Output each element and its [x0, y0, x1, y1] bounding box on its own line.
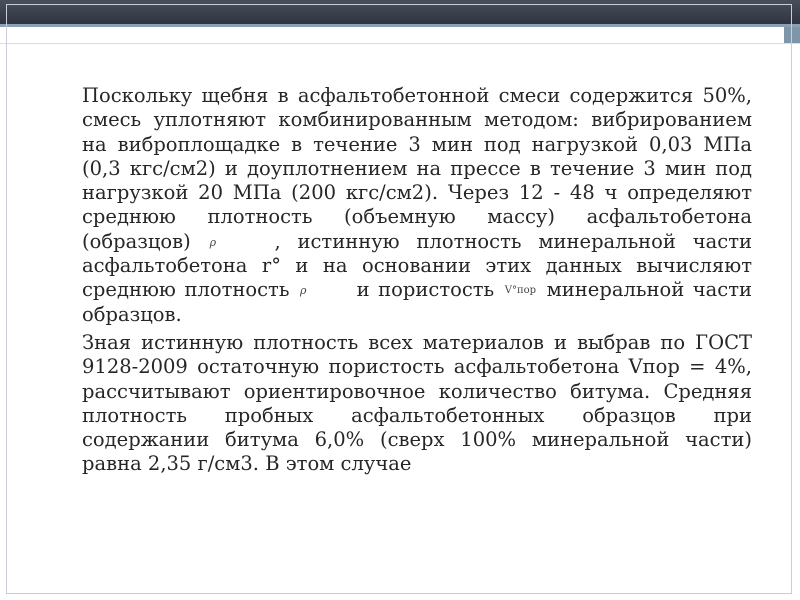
porosity-symbol: V°пор: [504, 284, 537, 296]
density-symbol-1: ρ: [209, 235, 217, 249]
header-band: [0, 0, 800, 24]
density-symbol-2: ρ: [300, 284, 307, 298]
corner-marker: [784, 27, 800, 43]
paragraph-2: Зная истинную плотность всех материалов и выбрав по ГОСТ 9128-2009 остаточную пористость асфальтобетона Vпор = 4%, рассчитывают ориентировочное количество битума. Средняя плотность пробных асфальтобетонных образцов при содержании битума 6,0% (сверх 100% минеральной части) равна 2,35 г/см3. В этом случае: [82, 330, 752, 476]
paragraph-1-part-1: Поскольку щебня в асфальтобетонной смеси содержится 50%, смесь уплотняют комбинированным методом: вибрированием на виброплощадке в течение 3 мин под нагрузкой 0,03 МПа (0,3 кгс/см2) и доуплотнением на прессе в течение 3 мин под нагрузкой 20 МПа (200 кгс/см2). Через 12 - 48 ч определяют среднюю плотность (объемную массу) асфальтобетона (образцов): [82, 84, 752, 253]
paragraph-1-part-4: минеральной части образцов.: [82, 278, 752, 326]
paragraph-1: [82, 84, 752, 327]
sub-header-band: [0, 27, 800, 44]
paragraph-1-part-3: и пористость: [356, 278, 495, 302]
paragraph-1-part-2: , истинную плотность минеральной части асфальтобетона r° и на основании этих данных вычисляют среднюю плотность: [82, 229, 753, 302]
body-text: [82, 84, 752, 477]
